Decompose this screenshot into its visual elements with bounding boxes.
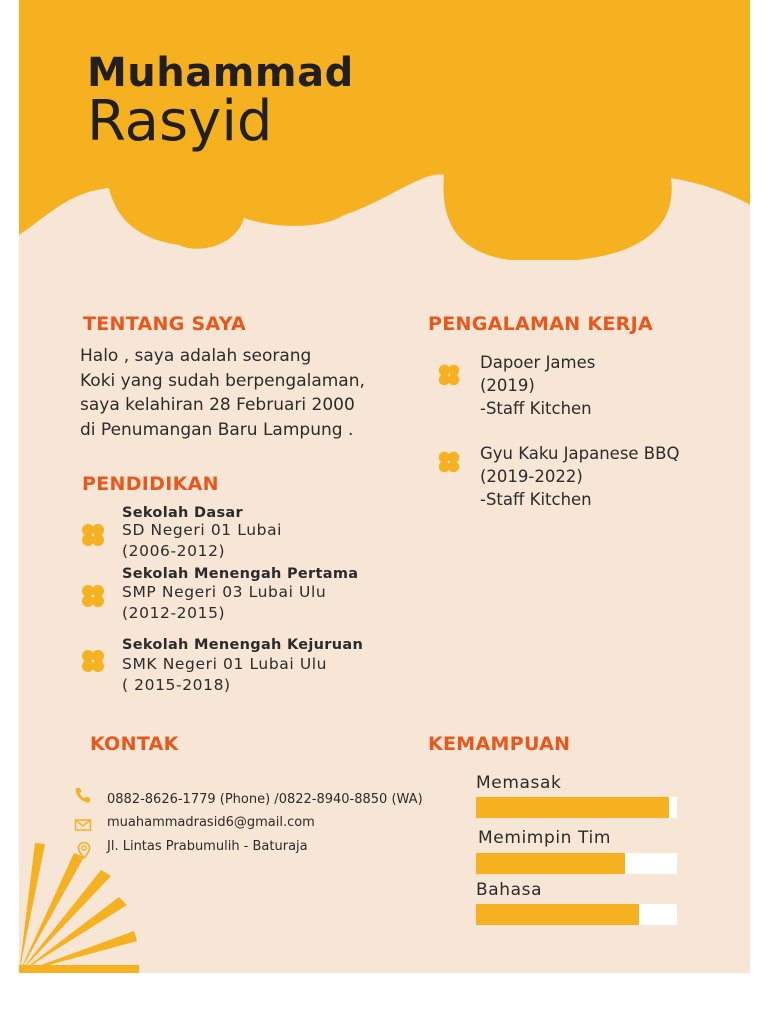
experience-heading: PENGALAMAN KERJA xyxy=(428,313,653,335)
flower-bullet-icon xyxy=(79,521,107,549)
email-icon xyxy=(74,816,92,834)
about-text: Halo , saya adalah seorang Koki yang sudah berpengalaman, saya kelahiran 28 Februari 2000 di Penumangan Baru Lampung . xyxy=(80,346,365,440)
skill-name: Memimpin Tim xyxy=(478,828,612,848)
education-heading: PENDIDIKAN xyxy=(82,473,219,495)
skill-bar-fill xyxy=(476,797,669,818)
experience-item: Gyu Kaku Japanese BBQ (2019-2022) -Staff Kitchen xyxy=(480,444,680,509)
education-level: Sekolah Menengah Pertama xyxy=(122,566,359,582)
flower-bullet-icon xyxy=(79,582,107,610)
skill-bar-fill xyxy=(476,904,639,925)
resume-page xyxy=(19,0,750,973)
sunburst-decoration xyxy=(19,835,144,973)
skills-heading: KEMAMPUAN xyxy=(428,733,571,755)
skill-name: Memasak xyxy=(476,773,562,793)
contact-address: Jl. Lintas Prabumulih - Baturaja xyxy=(107,839,308,854)
skill-bar xyxy=(476,797,677,818)
skill-name: Bahasa xyxy=(476,880,543,900)
education-level: Sekolah Dasar xyxy=(122,505,243,521)
skill-bar xyxy=(476,904,677,925)
about-heading: TENTANG SAYA xyxy=(83,313,246,335)
education-school: SMK Negeri 01 Lubai Ulu ( 2015-2018) xyxy=(122,655,328,694)
flower-bullet-icon xyxy=(436,362,462,388)
last-name: Rasyid xyxy=(87,89,273,154)
experience-item: Dapoer James (2019) -Staff Kitchen xyxy=(480,353,596,418)
first-name: Muhammad xyxy=(87,50,354,96)
contact-heading: KONTAK xyxy=(90,733,179,755)
skill-bar xyxy=(476,853,677,874)
education-level: Sekolah Menengah Kejuruan xyxy=(122,637,364,653)
education-school: SD Negeri 01 Lubai (2006-2012) xyxy=(122,521,283,560)
contact-phone: 0882-8626-1779 (Phone) /0822-8940-8850 (WA) xyxy=(107,792,423,807)
contact-email: muahammadrasid6@gmail.com xyxy=(107,815,315,830)
flower-bullet-icon xyxy=(436,449,462,475)
flower-bullet-icon xyxy=(79,647,107,675)
education-school: SMP Negeri 03 Lubai Ulu (2012-2015) xyxy=(122,583,327,622)
phone-icon xyxy=(74,786,92,804)
skill-bar-fill xyxy=(476,853,625,874)
